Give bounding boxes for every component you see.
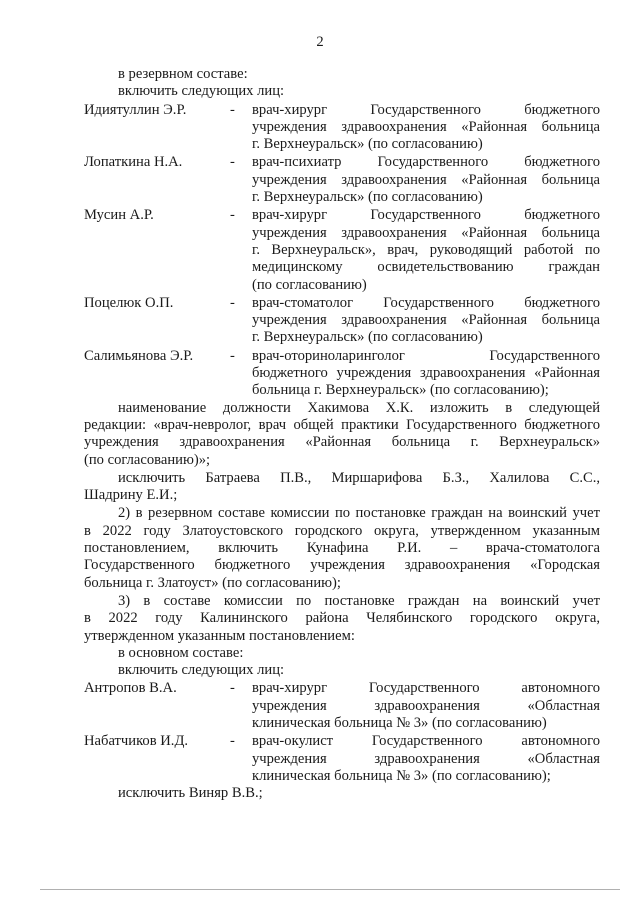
dash-separator: - <box>230 733 235 750</box>
member-name: Лопаткина Н.А. <box>84 154 183 171</box>
text-line: больница г. Златоуст» (по согласованию); <box>84 574 341 591</box>
position-line: клиническая больница № 3» (по согласованию) <box>252 714 547 731</box>
text-line: в 2022 году Златоустовского городского округа, утвержденном указанным <box>84 522 600 539</box>
member-position <box>252 295 600 347</box>
member-entry <box>84 733 600 785</box>
paragraph-3 <box>84 593 600 645</box>
position-line: (по согласованию) <box>252 276 367 293</box>
dash-separator: - <box>230 680 235 697</box>
member-name: Мусин А.Р. <box>84 207 154 224</box>
position-line: г. Верхнеуральск» (по согласованию) <box>252 189 483 206</box>
page-number: 2 <box>316 34 324 50</box>
dash-separator: - <box>230 154 235 171</box>
position-line: учреждения здравоохранения «Районная больница <box>252 224 600 241</box>
paragraph-khakimov <box>84 400 600 469</box>
text-line: исключить Батраева П.В., Миршарифова Б.З., Халилова С.С., <box>118 469 600 486</box>
include-heading-2: включить следующих лиц: <box>118 662 285 679</box>
position-line: медицинскому освидетельствованию граждан <box>252 259 600 276</box>
member-name: Поцелюк О.П. <box>84 294 174 311</box>
position-line: г. Верхнеуральск» (по согласованию) <box>252 136 483 153</box>
text-line: (по согласованию)»; <box>84 451 211 468</box>
member-position <box>252 102 600 154</box>
dash-separator: - <box>230 207 235 224</box>
text-line: наименование должности Хакимова Х.К. изложить в следующей <box>118 399 600 416</box>
member-entry <box>84 154 600 206</box>
member-name: Набатчиков И.Д. <box>84 733 189 750</box>
position-line: врач-окулист Государственного автономного <box>252 733 600 750</box>
position-line: врач-хирург Государственного бюджетного <box>252 101 600 118</box>
position-line: врач-стоматолог Государственного бюджетного <box>252 294 600 311</box>
member-entry <box>84 102 600 154</box>
main-member-list <box>84 680 600 785</box>
dash-separator: - <box>230 347 235 364</box>
text-line: Государственного бюджетного учреждения здравоохранения «Городская <box>84 557 600 574</box>
main-heading: в основном составе: <box>118 644 244 661</box>
bottom-rule <box>40 889 620 890</box>
member-entry <box>84 680 600 732</box>
member-position <box>252 154 600 206</box>
member-position <box>252 680 600 732</box>
position-line: клиническая больница № 3» (по согласованию); <box>252 767 551 784</box>
member-entry <box>84 348 600 400</box>
paragraph-exclude-2: исключить Виняр В.В.; <box>118 785 263 802</box>
position-line: бюджетного учреждения здравоохранения «Районная <box>252 365 600 382</box>
position-line: врач-хирург Государственного бюджетного <box>252 207 600 224</box>
member-entry <box>84 295 600 347</box>
position-line: врач-хирург Государственного автономного <box>252 680 600 697</box>
member-name: Антропов В.А. <box>84 680 177 697</box>
text-line: 2) в резервном составе комиссии по постановке граждан на воинский учет <box>118 505 600 522</box>
position-line: г. Верхнеуральск» (по согласованию) <box>252 329 483 346</box>
text-line: утвержденном указанным постановлением: <box>84 627 355 644</box>
position-line: больница г. Верхнеуральск» (по согласованию); <box>252 382 549 399</box>
reserve-member-list <box>84 102 600 400</box>
position-line: учреждения здравоохранения «Районная больница <box>252 312 600 329</box>
text-line: редакции: «врач-невролог, врач общей практики Государственного бюджетного <box>84 416 600 433</box>
position-line: г. Верхнеуральск», врач, руководящий работой по <box>252 241 600 258</box>
paragraph-2 <box>84 505 600 591</box>
position-line: учреждения здравоохранения «Областная <box>252 697 600 714</box>
text-line: учреждения здравоохранения «Районная больница г. Верхнеуральск» <box>84 434 600 451</box>
member-entry <box>84 207 600 293</box>
member-position <box>252 733 600 785</box>
text-line: постановлением, включить Кунафина Р.И. – врача-стоматолога <box>84 540 600 557</box>
member-name: Идиятуллин Э.Р. <box>84 101 187 118</box>
text-line: Шадрину Е.И.; <box>84 487 178 504</box>
paragraph-exclude-1 <box>84 470 600 505</box>
dash-separator: - <box>230 294 235 311</box>
member-name: Салимьянова Э.Р. <box>84 347 194 364</box>
member-position <box>252 348 600 400</box>
member-position <box>252 207 600 293</box>
text-line: в 2022 году Калининского района Челябинского городского округа, <box>84 610 600 627</box>
position-line: учреждения здравоохранения «Районная больница <box>252 171 600 188</box>
text-line: 3) в составе комиссии по постановке граждан на воинский учет <box>118 592 600 609</box>
position-line: врач-оториноларинголог Государственного <box>252 347 600 364</box>
include-heading: включить следующих лиц: <box>118 83 285 100</box>
position-line: врач-психиатр Государственного бюджетного <box>252 154 600 171</box>
position-line: учреждения здравоохранения «Районная больница <box>252 118 600 135</box>
reserve-heading: в резервном составе: <box>118 66 248 82</box>
position-line: учреждения здравоохранения «Областная <box>252 750 600 767</box>
document-body <box>84 66 600 802</box>
dash-separator: - <box>230 101 235 118</box>
